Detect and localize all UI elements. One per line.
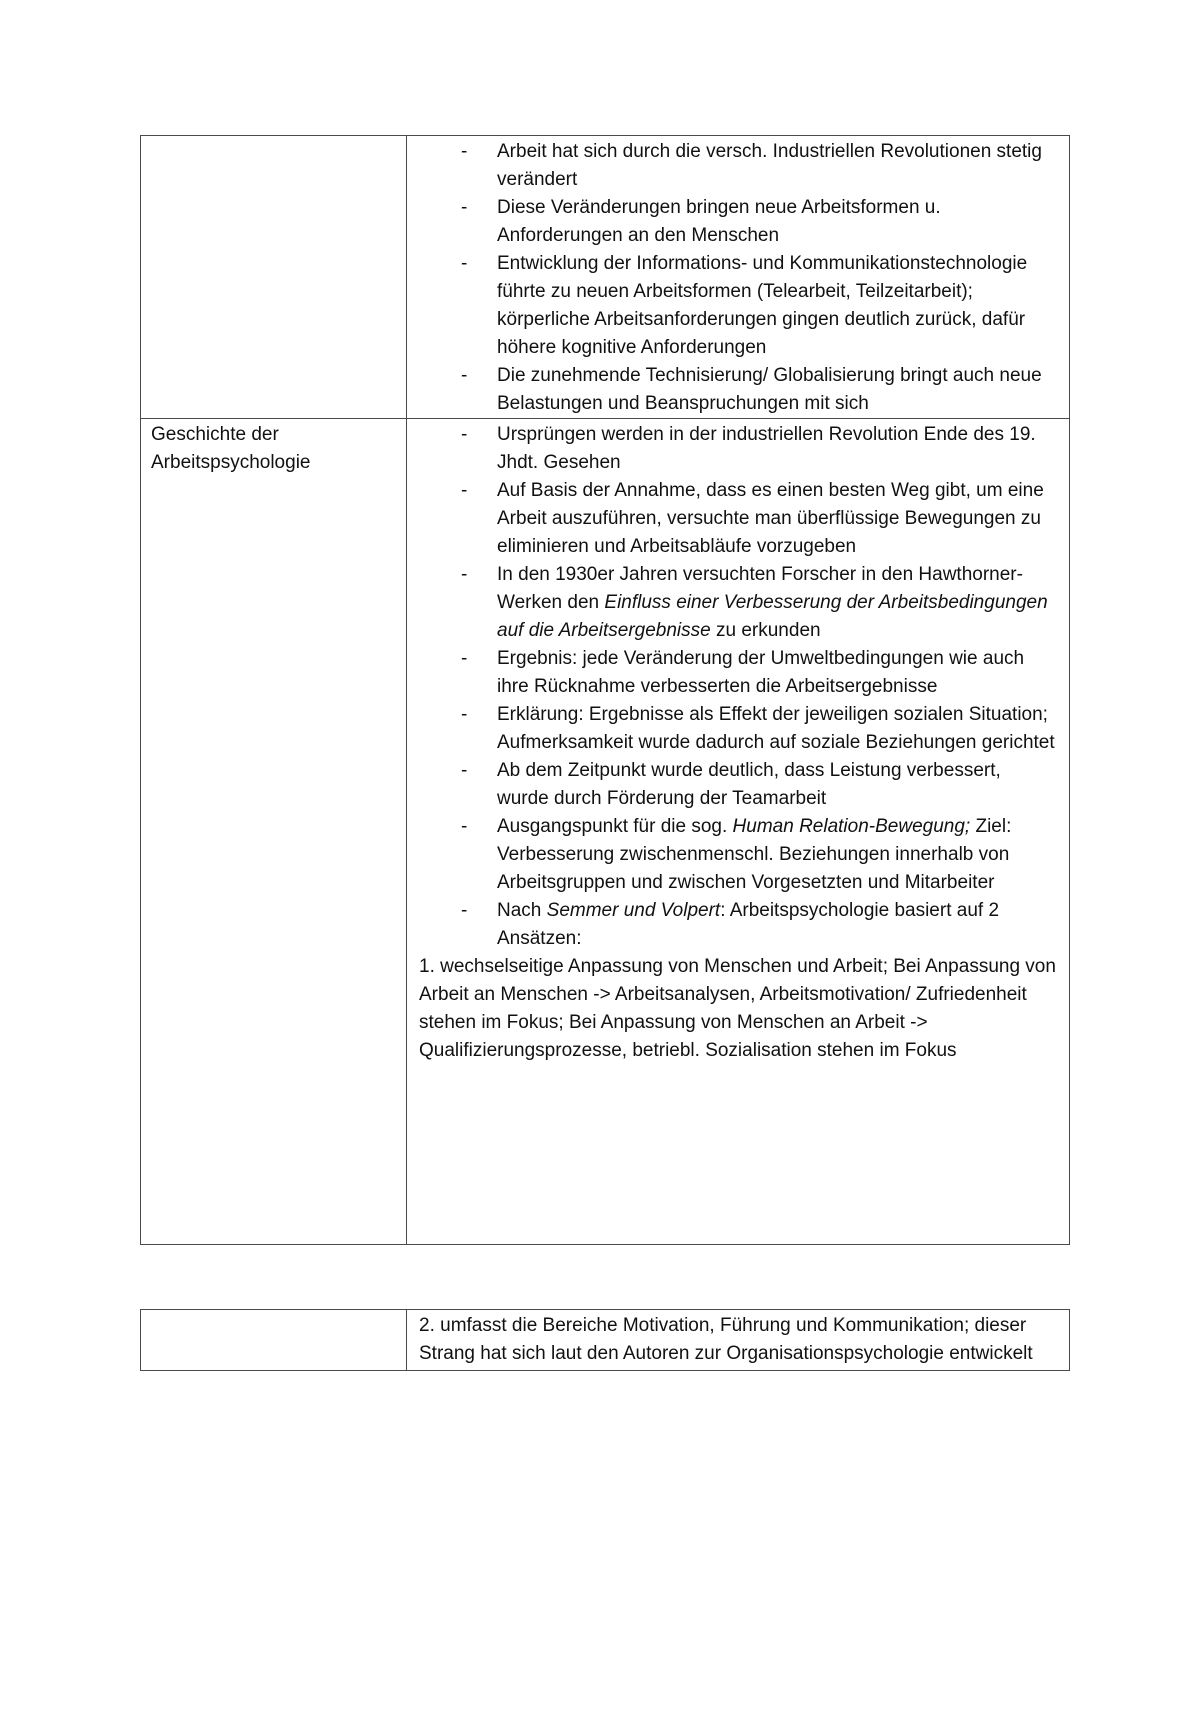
emphasis-text: Einfluss einer Verbesserung der Arbeitsbedingungen auf die Arbeitsergebnisse (497, 592, 1048, 641)
numbered-paragraph-1: 1. wechselseitige Anpassung von Menschen und Arbeit; Bei Anpassung von Arbeit an Menschen -> Arbeitsanalysen, Arbeitsmotivation/ Zufriedenheit stehen im Fokus; Bei Anpassung von Menschen an Arbeit -> Qualifizierungsprozesse, betriebl. Sozialisation stehen im Fokus (419, 956, 1056, 1061)
row2-bullet-list (417, 421, 1057, 953)
row2-topic-cell (141, 418, 407, 1244)
list-item: - Ergebnis: jede Veränderung der Umweltbedingungen wie auch ihre Rücknahme verbesserten die Arbeitsergebnisse (417, 645, 1057, 701)
notes-table-2 (140, 1309, 1070, 1371)
dash-bullet: - (461, 564, 468, 585)
row1-content-cell (407, 136, 1069, 418)
emphasis-text: Semmer und Volpert (546, 900, 721, 921)
list-item: - Ab dem Zeitpunkt wurde deutlich, dass Leistung verbessert, wurde durch Förderung der Teamarbeit (417, 757, 1057, 813)
list-item: - Auf Basis der Annahme, dass es einen besten Weg gibt, um eine Arbeit auszuführen, versuchte man überflüssige Bewegungen zu eliminieren und Arbeitsabläufe vorzugeben (417, 477, 1057, 561)
row1-topic-cell (141, 136, 407, 418)
dash-bullet: - (461, 141, 468, 162)
emphasis-text: Human Relation-Bewegung; (732, 816, 971, 837)
list-item: - Entwicklung der Informations- und Kommunikationstechnologie führte zu neuen Arbeitsformen (Telearbeit, Teilzeitarbeit); körperliche Arbeitsanforderungen gingen deutlich zurück, dafür höhere kognitive Anforderungen (417, 250, 1057, 362)
row1-bullet-list (417, 138, 1057, 418)
dash-bullet: - (461, 704, 468, 725)
dash-bullet: - (461, 424, 468, 445)
table2-content-cell (407, 1310, 1069, 1370)
list-item: - Diese Veränderungen bringen neue Arbeitsformen u. Anforderungen an den Menschen (417, 194, 1057, 250)
dash-bullet: - (461, 480, 468, 501)
dash-bullet: - (461, 253, 468, 274)
row2-topic: Geschichte der Arbeitspsychologie (151, 424, 311, 473)
dash-bullet: - (461, 900, 468, 921)
list-item: - Arbeit hat sich durch die versch. Industriellen Revolutionen stetig verändert (417, 138, 1057, 194)
list-item: - In den 1930er Jahren versuchten Forscher in den Hawthorner-Werken den Einfluss einer Verbesserung der Arbeitsbedingungen auf die Arbeitsergebnisse zu erkunden (417, 561, 1057, 645)
dash-bullet: - (461, 816, 468, 837)
dash-bullet: - (461, 197, 468, 218)
dash-bullet: - (461, 365, 468, 386)
list-item: - Nach Semmer und Volpert: Arbeitspsychologie basiert auf 2 Ansätzen: (417, 897, 1057, 953)
list-item: - Die zunehmende Technisierung/ Globalisierung bringt auch neue Belastungen und Beanspruchungen mit sich (417, 362, 1057, 418)
list-item: - Ausgangspunkt für die sog. Human Relation-Bewegung; Ziel: Verbesserung zwischenmenschl. Beziehungen innerhalb von Arbeitsgruppen und zwischen Vorgesetzten und Mitarbeiter (417, 813, 1057, 897)
notes-table-1 (140, 135, 1070, 1245)
dash-bullet: - (461, 760, 468, 781)
list-item: - Erklärung: Ergebnisse als Effekt der jeweiligen sozialen Situation; Aufmerksamkeit wurde dadurch auf soziale Beziehungen gerichtet (417, 701, 1057, 757)
list-item: - Ursprüngen werden in der industriellen Revolution Ende des 19. Jhdt. Gesehen (417, 421, 1057, 477)
numbered-paragraph-2: 2. umfasst die Bereiche Motivation, Führung und Kommunikation; dieser Strang hat sich laut den Autoren zur Organisationspsychologie entwickelt (419, 1315, 1033, 1364)
dash-bullet: - (461, 648, 468, 669)
row2-content-cell (407, 418, 1069, 1244)
table2-topic-cell (141, 1310, 407, 1370)
